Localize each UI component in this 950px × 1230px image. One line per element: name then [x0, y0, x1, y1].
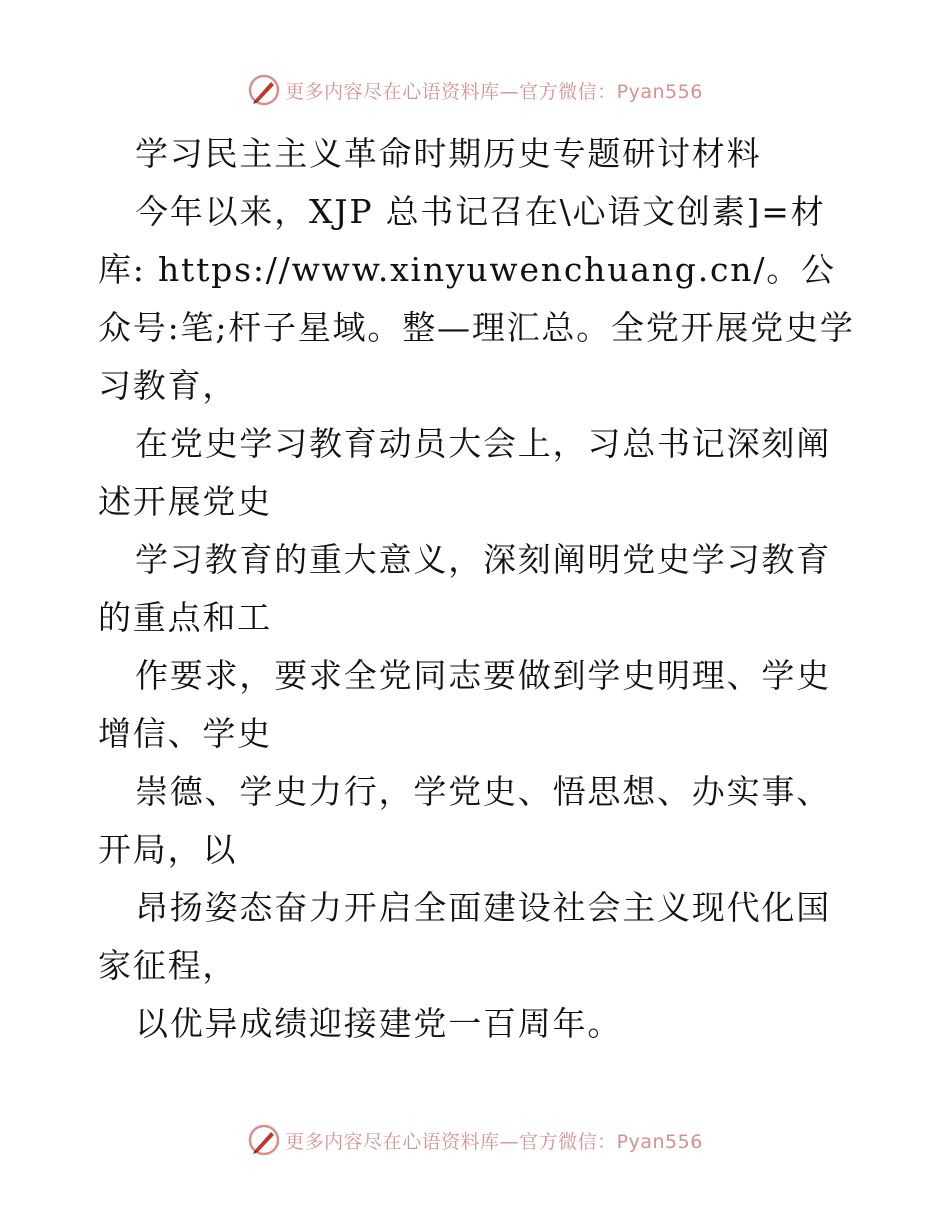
paragraph: 以优异成绩迎接建党一百周年。 [135, 1004, 623, 1043]
paragraph: 崇德、学史力行，学党史、悟思想、办实事、开局，以 [98, 772, 831, 869]
header-watermark-text: 更多内容尽在心语资料库—官方微信：Pyan556 [285, 80, 703, 103]
pen-logo-icon [247, 1123, 281, 1157]
header-watermark [0, 70, 950, 110]
paragraph: 在党史学习教育动员大会上，习总书记深刻阐述开展党史 [98, 424, 831, 521]
paragraph: 作要求，要求全党同志要做到学史明理、学史增信、学史 [98, 656, 831, 753]
document-body [98, 125, 858, 1053]
paragraph: 今年以来，XJP 总书记召在\心语文创素]=材库: https://www.xinyuwenchuang.cn/。公众号:笔;杆子星域。整—理汇总。全党开展党史学习教育， [98, 192, 855, 405]
document-title: 学习民主主义革命时期历史专题研讨材料 [135, 134, 762, 173]
pen-logo-icon [247, 73, 281, 107]
footer-watermark [0, 1120, 950, 1160]
paragraph: 昂扬姿态奋力开启全面建设社会主义现代化国家征程， [98, 888, 831, 985]
footer-watermark-text: 更多内容尽在心语资料库—官方微信：Pyan556 [285, 1130, 703, 1153]
paragraph: 学习教育的重大意义，深刻阐明党史学习教育的重点和工 [98, 540, 831, 637]
